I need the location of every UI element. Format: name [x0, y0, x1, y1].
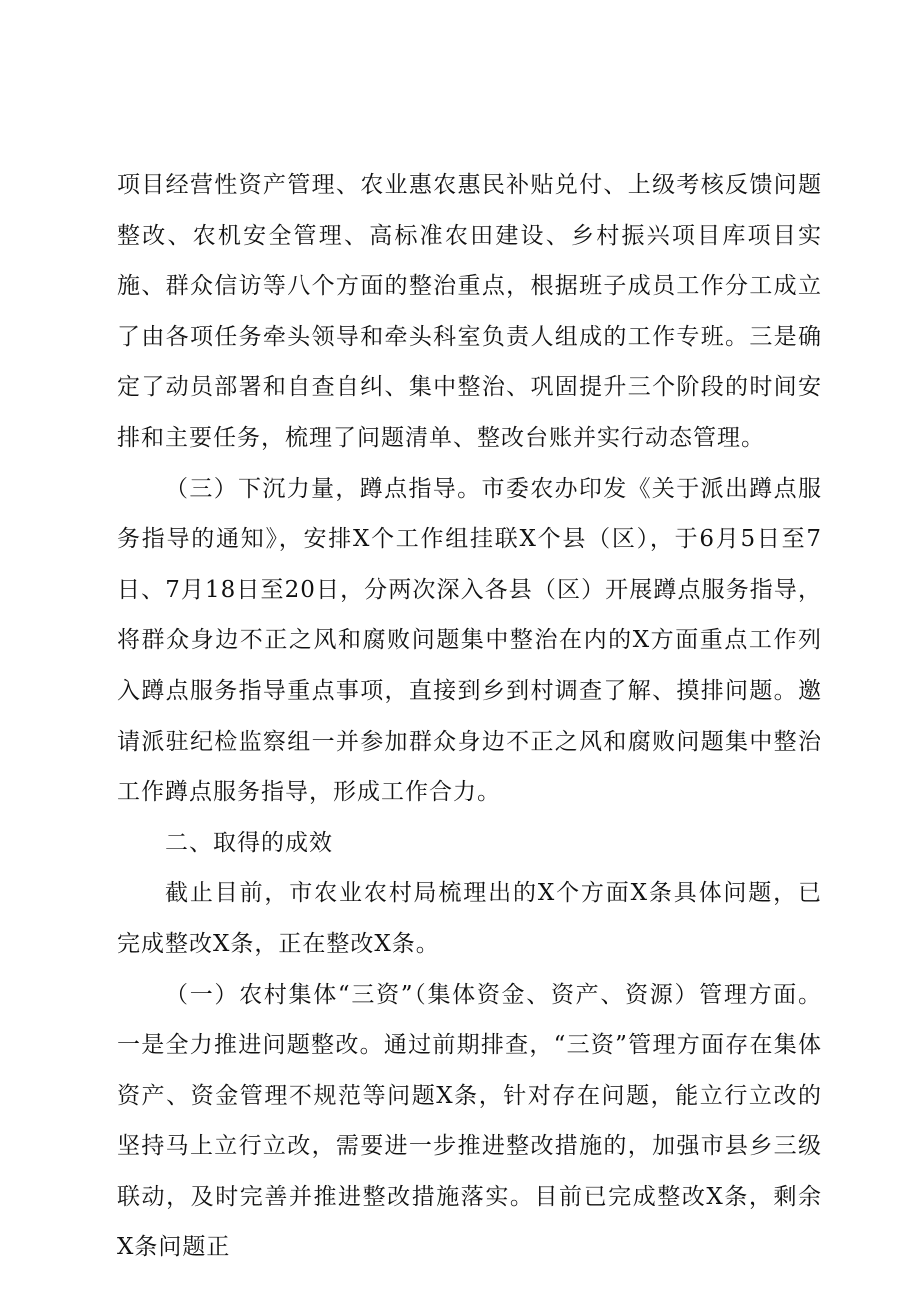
document-body	[117, 160, 822, 1273]
paragraph-section-three: （三）下沉力量，蹲点指导。市委农办印发《关于派出蹲点服务指导的通知》，安排X个工作组挂联X个县（区），于6月5日至7日、7月18日至20日，分两次深入各县（区）开展蹲点服务指导，将群众身边不正之风和腐败问题集中整治在内的X方面重点工作列入蹲点服务指导重点事项，直接到乡到村调查了解、摸排问题。邀请派驻纪检监察组一并参加群众身边不正之风和腐败问题集中整治工作蹲点服务指导，形成工作合力。	[117, 475, 822, 806]
paragraph-summary: 截止目前，市农业农村局梳理出的X个方面X条具体问题，已完成整改X条，正在整改X条。	[117, 880, 822, 957]
paragraph-continuation: 项目经营性资产管理、农业惠农惠民补贴兑付、上级考核反馈问题整改、农机安全管理、高标准农田建设、乡村振兴项目库项目实施、群众信访等八个方面的整治重点，根据班子成员工作分工成立了由各项任务牵头领导和牵头科室负责人组成的工作专班。三是确定了动员部署和自查自纠、集中整治、巩固提升三个阶段的时间安排和主要任务，梳理了问题清单、整改台账并实行动态管理。	[117, 172, 822, 451]
section-heading-results: 二、取得的成效	[165, 829, 333, 856]
paragraph-three-assets: （一）农村集体“三资”（集体资金、资产、资源）管理方面。一是全力推进问题整改。通过前期排查，“三资”管理方面存在集体资产、资金管理不规范等问题X条，针对存在问题，能立行立改的坚持马上立行立改，需要进一步推进整改措施的，加强市县乡三级联动，及时完善并推进整改措施落实。目前已完成整改X条，剩余X条问题正	[117, 981, 822, 1261]
